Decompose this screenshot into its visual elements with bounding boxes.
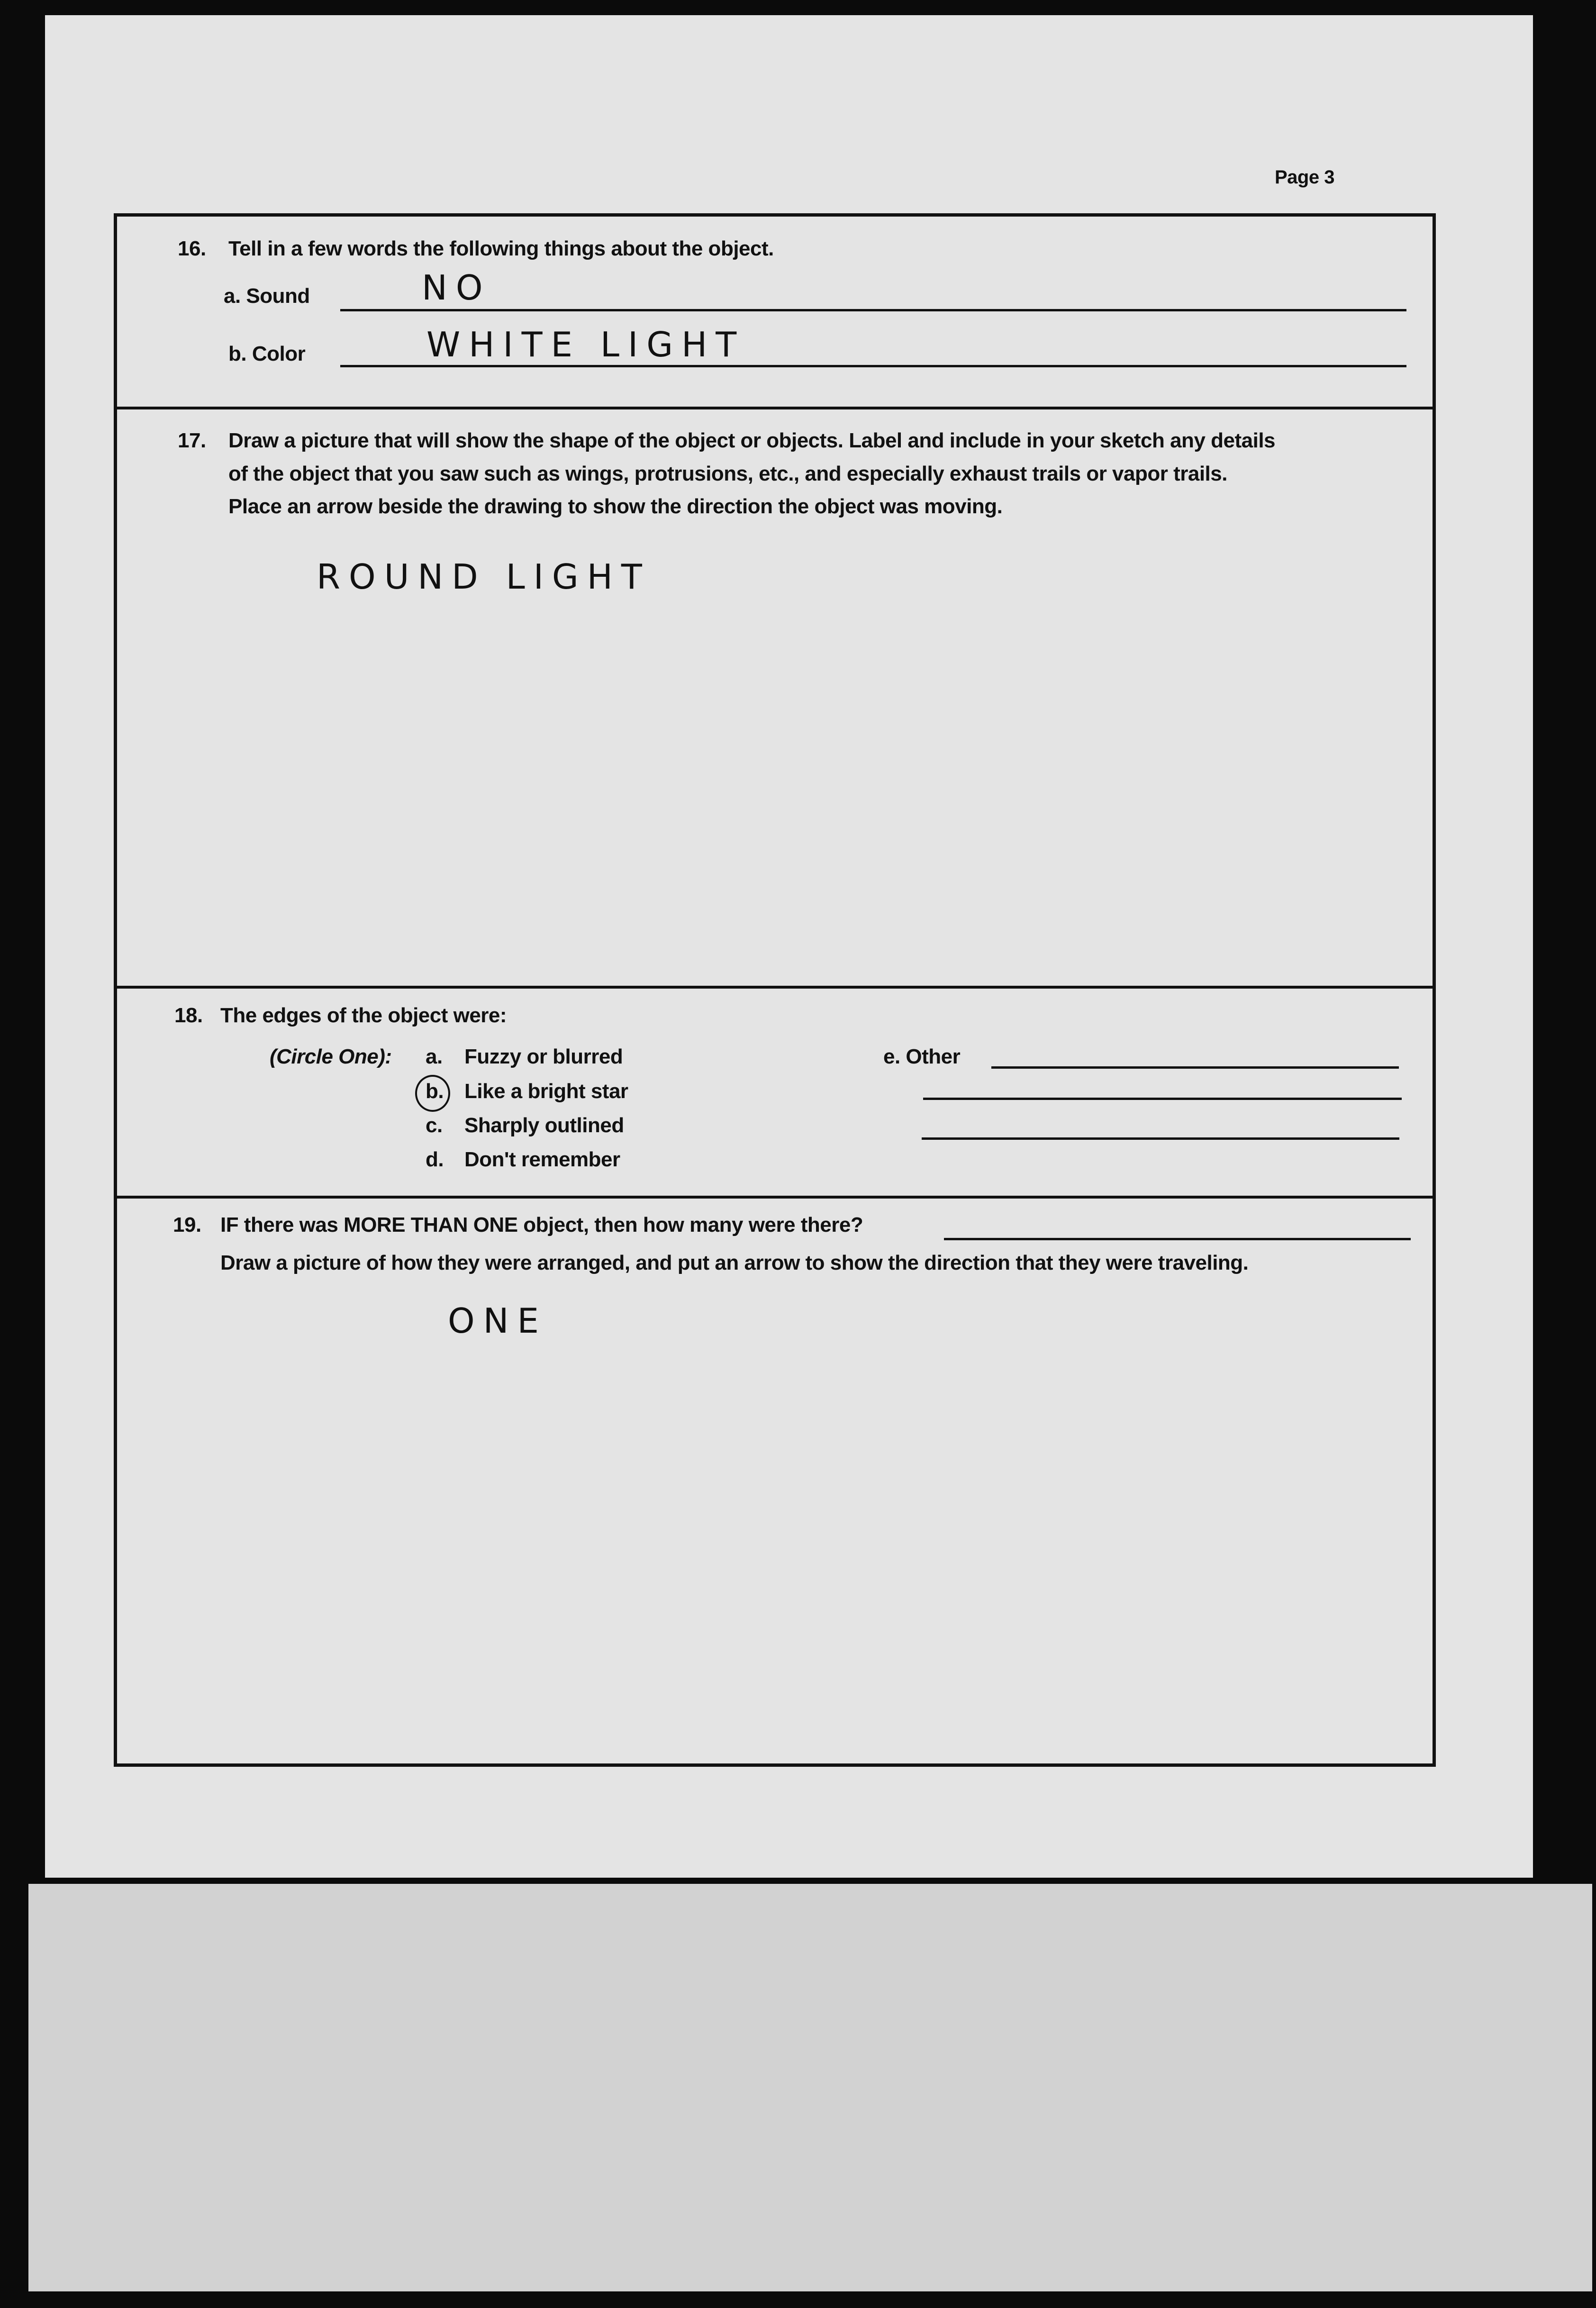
q17-number: 17. — [178, 429, 206, 452]
q16-prompt: Tell in a few words the following things about the object. — [228, 237, 774, 260]
option-letter: a. — [426, 1045, 443, 1068]
option-text: Don't remember — [464, 1148, 620, 1171]
q18-prompt: The edges of the object were: — [220, 1004, 507, 1027]
divider — [114, 407, 1436, 409]
q17-line-1: Draw a picture that will show the shape of the object or objects. Label and include in your sketch any details — [228, 429, 1276, 452]
color-label: b. Color — [228, 342, 306, 365]
page-number: Page 3 — [1275, 167, 1334, 188]
count-field-line[interactable] — [944, 1238, 1411, 1240]
other-field-line[interactable] — [923, 1098, 1402, 1100]
color-answer[interactable]: WHITE LIGHT — [426, 325, 745, 364]
option-letter: c. — [426, 1114, 443, 1137]
q19-line-2: Draw a picture of how they were arranged, and put an arrow to show the direction that they were traveling. — [220, 1251, 1249, 1274]
option-letter: d. — [426, 1148, 444, 1171]
circle-one-instruction: (Circle One): — [270, 1045, 392, 1068]
q17-answer[interactable]: ROUND LIGHT — [317, 557, 651, 597]
q19-number: 19. — [173, 1213, 201, 1236]
other-field-line[interactable] — [922, 1137, 1399, 1140]
option-letter: b. — [426, 1080, 444, 1103]
sound-label: a. Sound — [224, 284, 310, 308]
q19-line-1: IF there was MORE THAN ONE object, then how many were there? — [220, 1213, 863, 1236]
sound-field-line — [340, 309, 1406, 311]
option-text: Sharply outlined — [464, 1114, 624, 1137]
other-field-line[interactable] — [991, 1066, 1399, 1069]
q17-line-3: Place an arrow beside the drawing to show the direction the object was moving. — [228, 495, 1003, 518]
sound-answer[interactable]: NO — [422, 268, 491, 308]
color-field-line — [340, 365, 1406, 367]
divider — [114, 1196, 1436, 1199]
q17-line-2: of the object that you saw such as wings, protrusions, etc., and especially exhaust trails or vapor trails. — [228, 462, 1227, 485]
other-label: e. Other — [883, 1045, 961, 1068]
option-text: Fuzzy or blurred — [464, 1045, 623, 1068]
q18-number: 18. — [174, 1004, 203, 1027]
option-text: Like a bright star — [464, 1080, 628, 1103]
underlying-page — [28, 1884, 1592, 2291]
divider — [114, 986, 1436, 989]
q19-answer[interactable]: ONE — [448, 1301, 548, 1341]
q16-number: 16. — [178, 237, 206, 260]
